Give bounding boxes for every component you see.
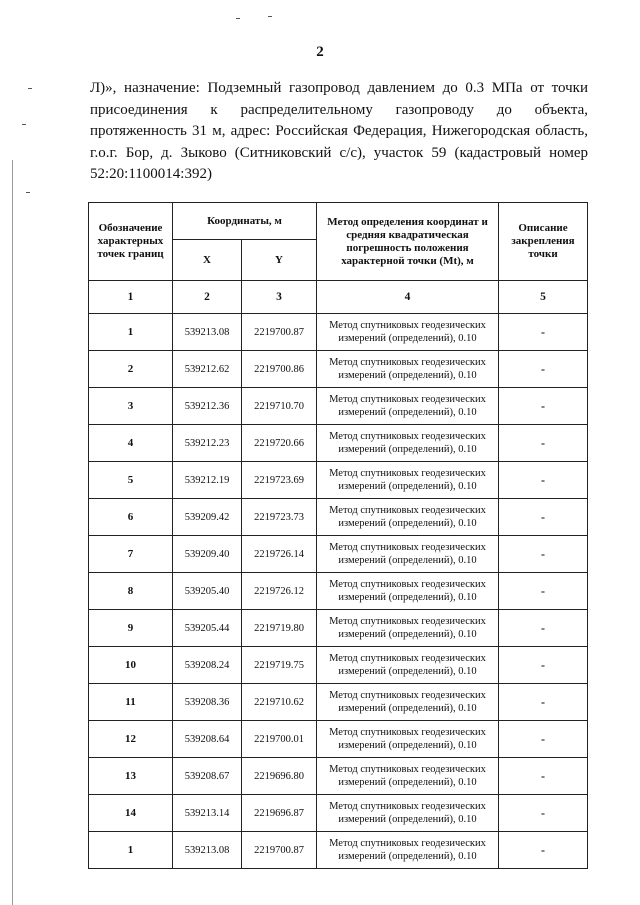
x-cell: 539208.67 bbox=[173, 758, 242, 795]
method-cell: Метод спутниковых геодезических измерений (определений), 0.10 bbox=[317, 462, 499, 499]
x-cell: 539205.40 bbox=[173, 573, 242, 610]
table-row bbox=[89, 425, 588, 462]
point-cell: 8 bbox=[89, 573, 173, 610]
table-row bbox=[89, 314, 588, 351]
description-cell: - bbox=[499, 610, 588, 647]
x-cell: 539208.36 bbox=[173, 684, 242, 721]
scan-speck bbox=[22, 124, 26, 125]
description-cell: - bbox=[499, 721, 588, 758]
header-coordinates: Координаты, м bbox=[173, 203, 317, 240]
intro-line: протяженность 31 м, адрес: Российская Федерация, Нижегородская область, bbox=[90, 123, 588, 139]
y-cell: 2219710.62 bbox=[242, 684, 317, 721]
y-cell: 2219696.87 bbox=[242, 795, 317, 832]
x-cell: 539205.44 bbox=[173, 610, 242, 647]
description-cell: - bbox=[499, 499, 588, 536]
method-cell: Метод спутниковых геодезических измерений (определений), 0.10 bbox=[317, 647, 499, 684]
method-cell: Метод спутниковых геодезических измерений (определений), 0.10 bbox=[317, 795, 499, 832]
table-row bbox=[89, 758, 588, 795]
intro-line: Л)», назначение: Подземный газопровод давлением до 0.3 МПа от точки bbox=[90, 80, 588, 96]
table-row bbox=[89, 647, 588, 684]
method-cell: Метод спутниковых геодезических измерений (определений), 0.10 bbox=[317, 610, 499, 647]
point-cell: 13 bbox=[89, 758, 173, 795]
x-cell: 539212.23 bbox=[173, 425, 242, 462]
description-cell: - bbox=[499, 573, 588, 610]
intro-paragraph bbox=[90, 78, 588, 186]
description-cell: - bbox=[499, 388, 588, 425]
x-cell: 539212.62 bbox=[173, 351, 242, 388]
y-cell: 2219719.80 bbox=[242, 610, 317, 647]
column-number: 1 bbox=[89, 281, 173, 314]
x-cell: 539209.40 bbox=[173, 536, 242, 573]
intro-line: присоединения к распределительному газопроводу до объекта, bbox=[90, 101, 588, 118]
method-cell: Метод спутниковых геодезических измерений (определений), 0.10 bbox=[317, 721, 499, 758]
description-cell: - bbox=[499, 795, 588, 832]
description-cell: - bbox=[499, 536, 588, 573]
method-cell: Метод спутниковых геодезических измерений (определений), 0.10 bbox=[317, 573, 499, 610]
description-cell: - bbox=[499, 314, 588, 351]
y-cell: 2219710.70 bbox=[242, 388, 317, 425]
y-cell: 2219726.12 bbox=[242, 573, 317, 610]
table-row bbox=[89, 573, 588, 610]
point-cell: 2 bbox=[89, 351, 173, 388]
x-cell: 539213.08 bbox=[173, 832, 242, 869]
table-body bbox=[89, 281, 588, 869]
point-cell: 11 bbox=[89, 684, 173, 721]
x-cell: 539208.24 bbox=[173, 647, 242, 684]
method-cell: Метод спутниковых геодезических измерений (определений), 0.10 bbox=[317, 536, 499, 573]
y-cell: 2219726.14 bbox=[242, 536, 317, 573]
x-cell: 539212.19 bbox=[173, 462, 242, 499]
column-number-row bbox=[89, 281, 588, 314]
method-cell: Метод спутниковых геодезических измерений (определений), 0.10 bbox=[317, 314, 499, 351]
scan-left-edge bbox=[12, 160, 13, 905]
x-cell: 539212.36 bbox=[173, 388, 242, 425]
y-cell: 2219720.66 bbox=[242, 425, 317, 462]
y-cell: 2219723.69 bbox=[242, 462, 317, 499]
point-cell: 6 bbox=[89, 499, 173, 536]
header-method: Метод определения координат и средняя квадратическая погрешность положения характерной точки (Mt), м bbox=[317, 203, 499, 281]
description-cell: - bbox=[499, 832, 588, 869]
intro-line: 52:20:1100014:392) bbox=[90, 166, 212, 182]
y-cell: 2219700.87 bbox=[242, 832, 317, 869]
table-row bbox=[89, 721, 588, 758]
header-y: Y bbox=[242, 240, 317, 281]
header-x: X bbox=[173, 240, 242, 281]
y-cell: 2219719.75 bbox=[242, 647, 317, 684]
y-cell: 2219700.01 bbox=[242, 721, 317, 758]
table-row bbox=[89, 388, 588, 425]
point-cell: 10 bbox=[89, 647, 173, 684]
description-cell: - bbox=[499, 647, 588, 684]
point-cell: 1 bbox=[89, 832, 173, 869]
description-cell: - bbox=[499, 462, 588, 499]
intro-line: г.о.г. Бор, д. Зыково (Ситниковский с/с), участок 59 (кадастровый номер bbox=[90, 144, 588, 161]
method-cell: Метод спутниковых геодезических измерений (определений), 0.10 bbox=[317, 425, 499, 462]
scan-speck bbox=[28, 88, 32, 89]
header-point: Обозначение характерных точек границ bbox=[89, 203, 173, 281]
x-cell: 539213.08 bbox=[173, 314, 242, 351]
description-cell: - bbox=[499, 351, 588, 388]
x-cell: 539208.64 bbox=[173, 721, 242, 758]
scan-speck bbox=[236, 18, 240, 19]
table-row bbox=[89, 351, 588, 388]
point-cell: 3 bbox=[89, 388, 173, 425]
column-number: 4 bbox=[317, 281, 499, 314]
method-cell: Метод спутниковых геодезических измерений (определений), 0.10 bbox=[317, 758, 499, 795]
page-number: 2 bbox=[316, 44, 324, 60]
description-cell: - bbox=[499, 684, 588, 721]
method-cell: Метод спутниковых геодезических измерений (определений), 0.10 bbox=[317, 499, 499, 536]
table-row bbox=[89, 832, 588, 869]
description-cell: - bbox=[499, 758, 588, 795]
point-cell: 14 bbox=[89, 795, 173, 832]
point-cell: 7 bbox=[89, 536, 173, 573]
method-cell: Метод спутниковых геодезических измерений (определений), 0.10 bbox=[317, 684, 499, 721]
column-number: 2 bbox=[173, 281, 242, 314]
table-row bbox=[89, 610, 588, 647]
y-cell: 2219700.87 bbox=[242, 314, 317, 351]
method-cell: Метод спутниковых геодезических измерений (определений), 0.10 bbox=[317, 388, 499, 425]
description-cell: - bbox=[499, 425, 588, 462]
y-cell: 2219700.86 bbox=[242, 351, 317, 388]
point-cell: 1 bbox=[89, 314, 173, 351]
point-cell: 5 bbox=[89, 462, 173, 499]
x-cell: 539209.42 bbox=[173, 499, 242, 536]
column-number: 3 bbox=[242, 281, 317, 314]
table-row bbox=[89, 684, 588, 721]
point-cell: 4 bbox=[89, 425, 173, 462]
point-cell: 9 bbox=[89, 610, 173, 647]
y-cell: 2219723.73 bbox=[242, 499, 317, 536]
table-row bbox=[89, 536, 588, 573]
column-number: 5 bbox=[499, 281, 588, 314]
method-cell: Метод спутниковых геодезических измерений (определений), 0.10 bbox=[317, 351, 499, 388]
table-row bbox=[89, 499, 588, 536]
table-row bbox=[89, 795, 588, 832]
y-cell: 2219696.80 bbox=[242, 758, 317, 795]
scan-speck bbox=[26, 192, 30, 193]
x-cell: 539213.14 bbox=[173, 795, 242, 832]
coordinates-table bbox=[88, 202, 588, 869]
method-cell: Метод спутниковых геодезических измерений (определений), 0.10 bbox=[317, 832, 499, 869]
table-row bbox=[89, 462, 588, 499]
header-description: Описание закрепления точки bbox=[499, 203, 588, 281]
scan-speck bbox=[268, 16, 272, 17]
point-cell: 12 bbox=[89, 721, 173, 758]
